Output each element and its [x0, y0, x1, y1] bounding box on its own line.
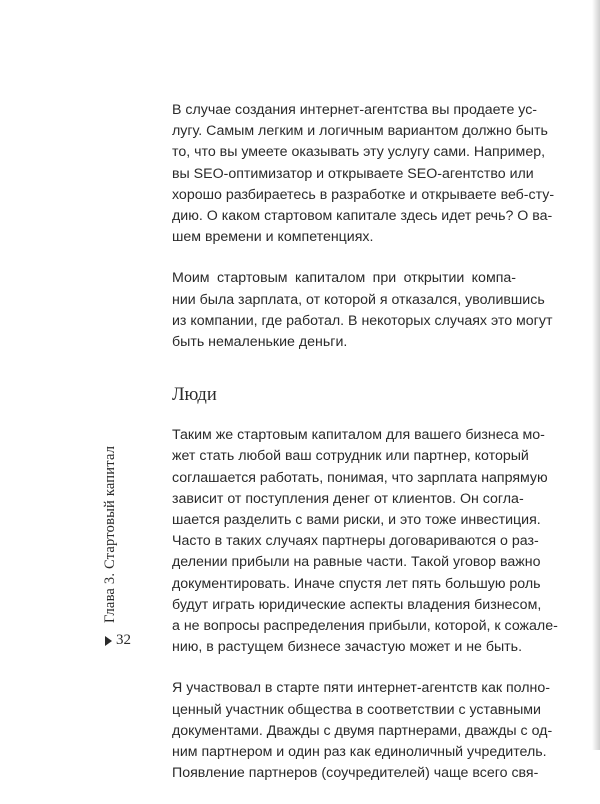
- paragraph: [172, 425, 558, 658]
- top-paragraphs: [172, 100, 555, 353]
- text-line: ценный участник общества в соответствии с уставными: [172, 701, 541, 718]
- page-number: 32: [116, 632, 131, 648]
- text-line: из компании, где работал. В некоторых случаях это могут: [172, 312, 553, 329]
- text-line: Появление партнеров (соучредителей) чаще всего свя-: [172, 765, 539, 782]
- text-line: лугу. Самым легким и логичным вариантом должно быть: [172, 123, 548, 140]
- text-line: жет стать любой ваш сотрудник или партнер, который: [172, 448, 529, 465]
- text-line: документами. Дважды с двумя партнерами, дважды с од-: [172, 722, 553, 739]
- page-number-block: [105, 632, 131, 649]
- text-line: быть немаленькие деньги.: [172, 334, 348, 351]
- paragraph: [172, 268, 553, 353]
- text-line: будут играть юридические аспекты владения бизнесом,: [172, 596, 542, 613]
- running-header: [95, 413, 125, 623]
- paragraph: [172, 100, 555, 248]
- text-line: шем времени и компетенциях.: [172, 229, 374, 246]
- text-line: зависит от поступления денег от клиентов. Он согла-: [172, 490, 524, 507]
- text-line: делении прибыли на равные части. Такой уговор важно: [172, 554, 541, 571]
- bottom-paragraphs: [172, 425, 558, 784]
- text-line: Часто в таких случаях партнеры договариваются о раз-: [172, 533, 539, 550]
- text-line: дию. О каком стартовом капитале здесь идет речь? О ва-: [172, 208, 553, 225]
- text-line: а не вопросы распределения прибыли, которой, к сожале-: [172, 618, 558, 635]
- text-line: вы SEO-оптимизатор и открываете SEO-агентство или: [172, 165, 534, 182]
- text-line: документировать. Иначе спустя лет пять большую роль: [172, 575, 541, 592]
- text-line: Я участвовал в старте пяти интернет-агентств как полно-: [172, 680, 550, 697]
- text-line: то, что вы умеете оказывать эту услугу сами. Например,: [172, 144, 546, 161]
- paragraph: [172, 678, 553, 784]
- section-heading: Люди: [172, 385, 217, 406]
- text-line: хорошо разбираетесь в разработке и открываете веб-сту-: [172, 186, 555, 203]
- text-line: Моим стартовым капиталом при открытии компа-: [172, 270, 516, 287]
- page-edge-shadow: [592, 0, 600, 750]
- text-line: ним партнером и один раз как единоличный учредитель.: [172, 744, 547, 761]
- page-marker-icon: [105, 636, 112, 646]
- page-body: [172, 100, 558, 804]
- text-line: соглашается работать, понимая, что зарплата напрямую: [172, 469, 548, 486]
- text-line: Таким же стартовым капиталом для вашего бизнеса мо-: [172, 427, 545, 444]
- text-line: нии была зарплата, от которой я отказался, уволившись: [172, 291, 545, 308]
- chapter-title: Глава 3. Стартовый капитал: [102, 445, 118, 623]
- text-line: шается разделить с вами риски, и это тоже инвестиция.: [172, 512, 541, 529]
- text-line: В случае создания интернет-агентства вы продаете ус-: [172, 102, 538, 118]
- text-line: нию, в растущем бизнесе зачастую может и не быть.: [172, 639, 523, 656]
